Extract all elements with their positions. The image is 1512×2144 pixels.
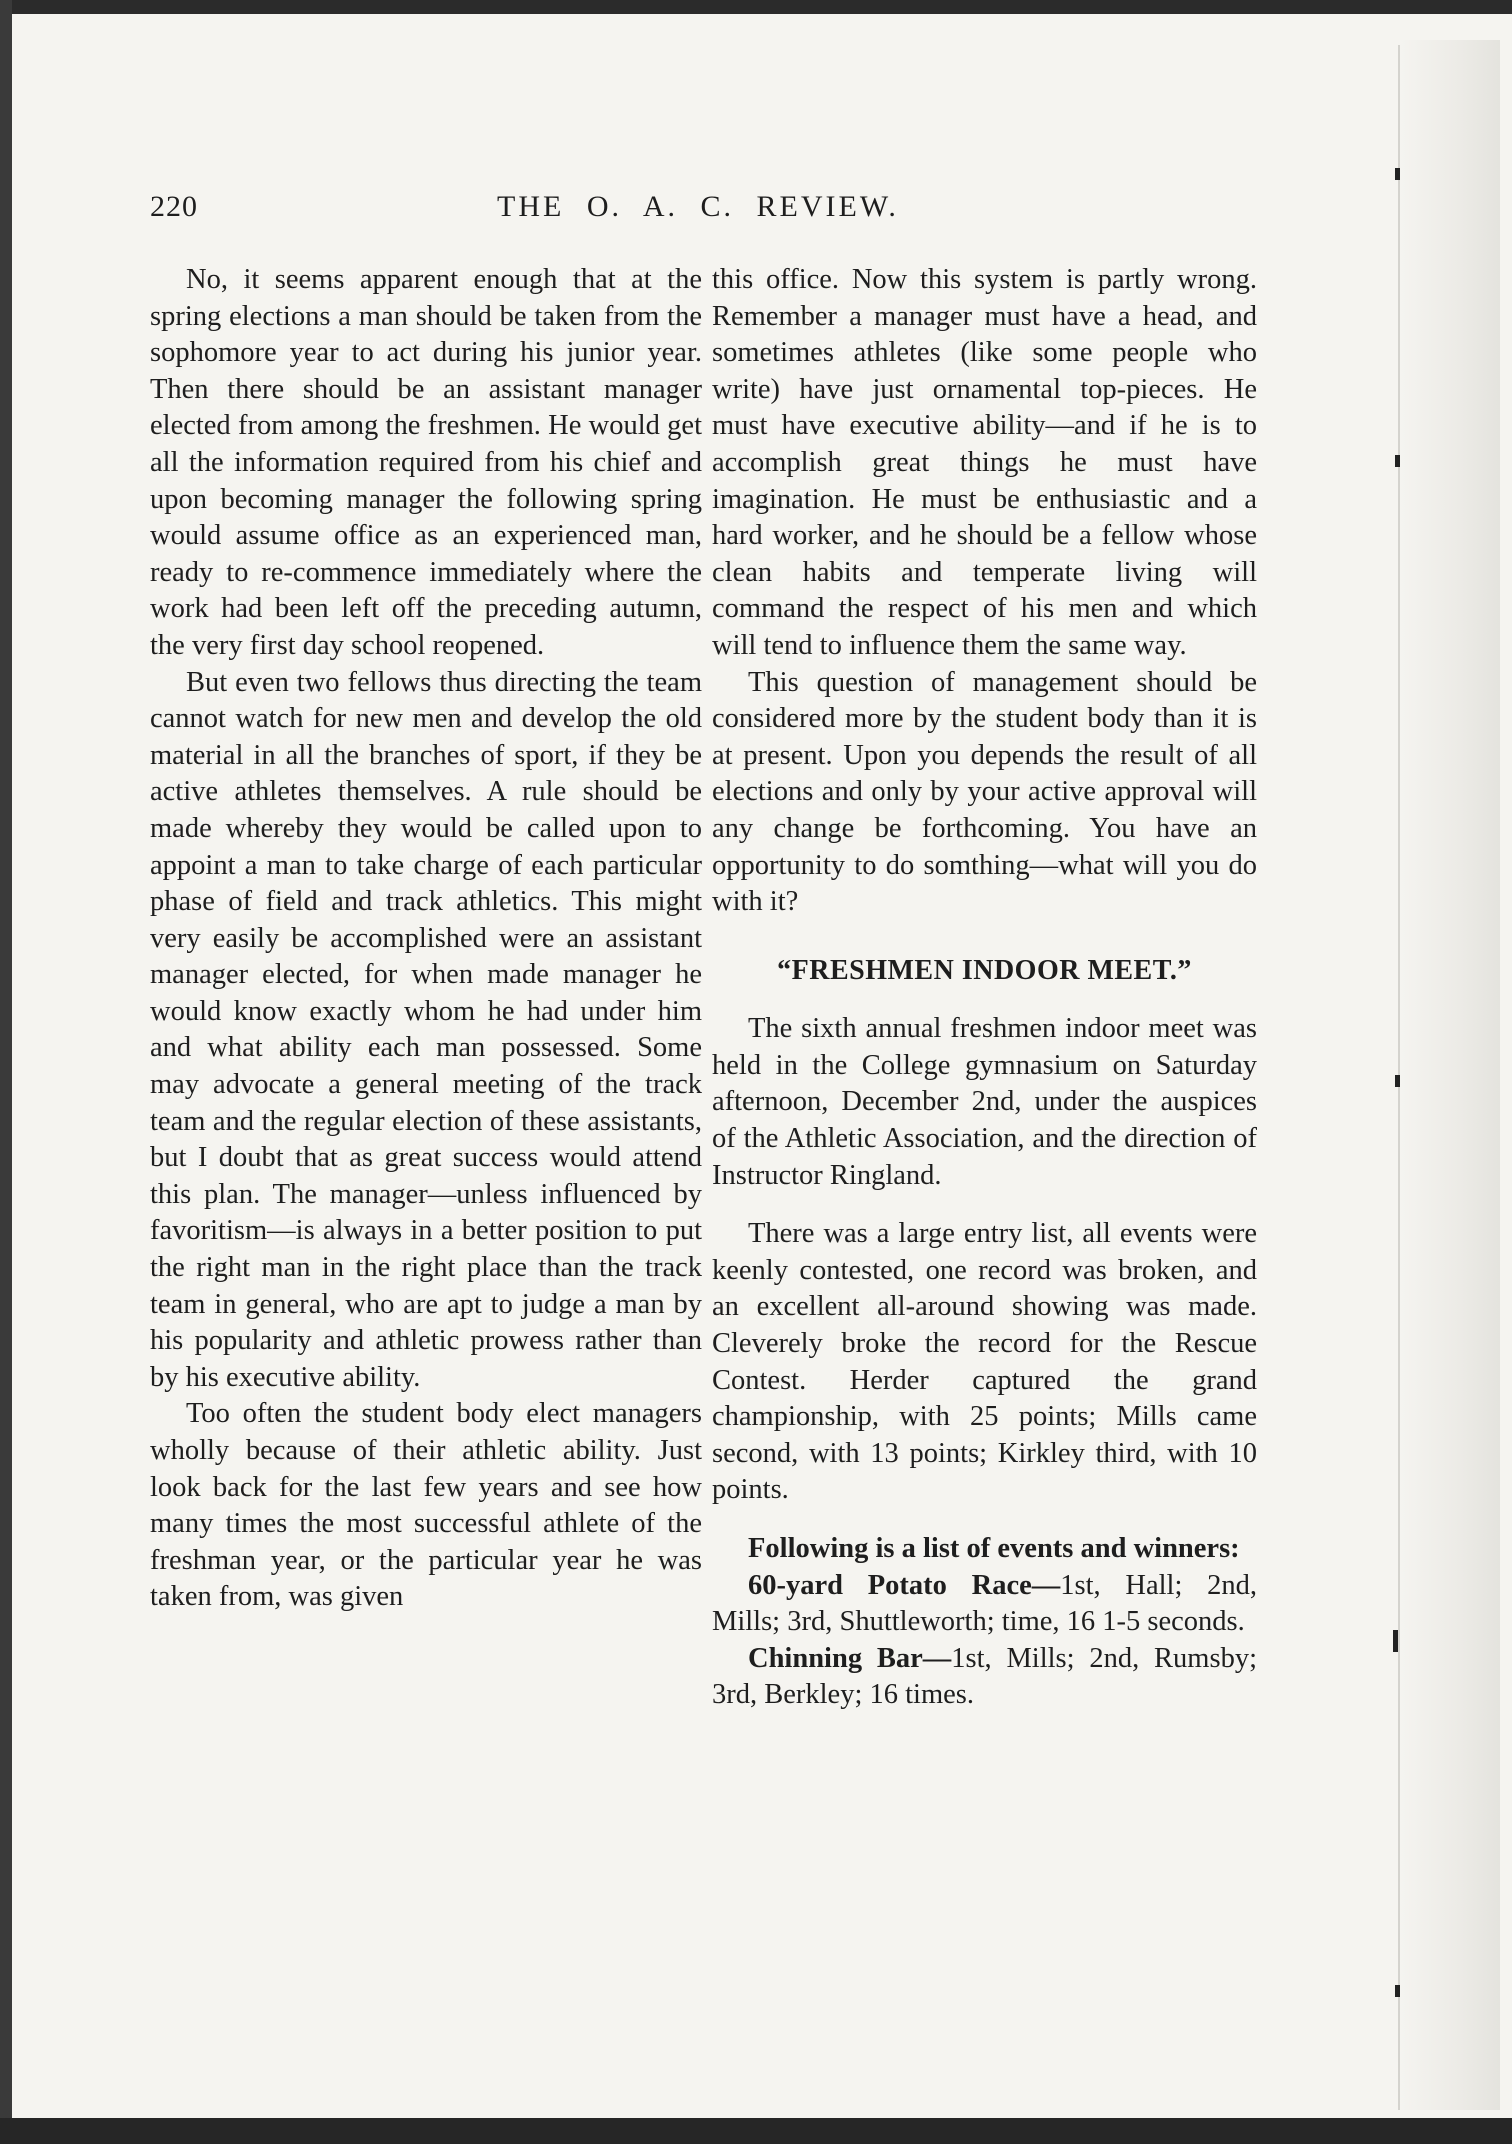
margin-mark xyxy=(1395,455,1400,467)
paragraph: this office. Now this system is partly wrong. Remember a manager must have a head, and sometimes athletes (like some people who write) have just ornamental top-pieces. He must have executive ability—and if he is to accomplish great things he must have imagination. He must be enthusiastic and a hard worker, and he should be a fellow whose clean habits and temperate living will command the respect of his men and which will tend to influence them the same way. xyxy=(712,264,1257,661)
scan-border-bottom xyxy=(0,2118,1512,2144)
page-number: 220 xyxy=(150,190,198,223)
list-intro: Following is a list of events and winners: xyxy=(748,1533,1240,1564)
margin-mark xyxy=(1393,1630,1398,1652)
margin-mark xyxy=(1395,1985,1400,1997)
margin-mark xyxy=(1395,168,1400,180)
left-column xyxy=(150,262,702,1616)
margin-mark xyxy=(1395,1075,1400,1087)
paragraph: But even two fellows thus directing the team cannot watch for new men and develop the old material in all the branches of sport, if they be active athletes themselves. A rule should be made whereby they would be called upon to appoint a man to take charge of each particular phase of field and track athletics. This might very easily be accomplished were an assistant manager elected, for when made manager he would know exactly whom he had under him and what ability each man possessed. Some may advocate a general meeting of the track team and the regular election of these assistants, but I doubt that as great success would attend this plan. The manager—unless influenced by favoritism—is always in a better position to put the right man in the right place than the track team in general, who are apt to judge a man by his popularity and athletic prowess rather than by his executive ability. xyxy=(150,666,702,1393)
paragraph: This question of management should be considered more by the student body than it is at present. Upon you depends the result of all elections and only by your active approval will any change be forthcoming. You have an opportunity to do somthing—what will you do with it? xyxy=(712,666,1257,918)
right-column xyxy=(712,262,1257,1714)
event-entry xyxy=(712,1568,1257,1641)
event-result: 1st, Mills; 2nd, Rumsby; 3rd, Berkley; 16 times. xyxy=(712,1642,1257,1711)
event-name: 60-yard Potato Race— xyxy=(748,1569,1061,1601)
paragraph: The sixth annual freshmen indoor meet was held in the College gymnasium on Saturday afternoon, December 2nd, under the auspices of the Athletic Association, and the direction of Instructor Ringland. xyxy=(712,1013,1257,1191)
facing-page-edge xyxy=(1400,40,1500,2110)
paragraph: There was a large entry list, all events were keenly contested, one record was broken, and an excellent all-around showing was made. Cleverely broke the record for the Rescue Contest. Herder captured the grand championship, with 25 points; Mills came second, with 13 points; Kirkley third, with 10 points. xyxy=(712,1218,1257,1506)
scan-border-left xyxy=(0,0,12,2144)
event-result: 1st, Hall; 2nd, Mills; 3rd, Shuttleworth; time, 16 1-5 seconds. xyxy=(712,1569,1258,1638)
event-entry xyxy=(712,1641,1257,1714)
running-title: THE O. A. C. REVIEW. xyxy=(497,190,899,223)
section-heading: “FRESHMEN INDOOR MEET.” xyxy=(777,954,1192,986)
paragraph: No, it seems apparent enough that at the spring elections a man should be taken from the sophomore year to act during his junior year. Then there should be an assistant manager elected from among the freshmen. He would get all the information required from his chief and upon becoming manager the following spring would assume office as an experienced man, ready to re-commence immediately where the work had been left off the preceding autumn, the very first day school reopened. xyxy=(150,264,702,661)
scan-border-top xyxy=(0,0,1512,14)
paragraph: Too often the student body elect managers wholly because of their athletic ability. Just look back for the last few years and see how many times the most successful athlete of the freshman year, or the particular year he was taken from, was given xyxy=(150,1398,702,1613)
event-name: Chinning Bar— xyxy=(748,1642,952,1674)
